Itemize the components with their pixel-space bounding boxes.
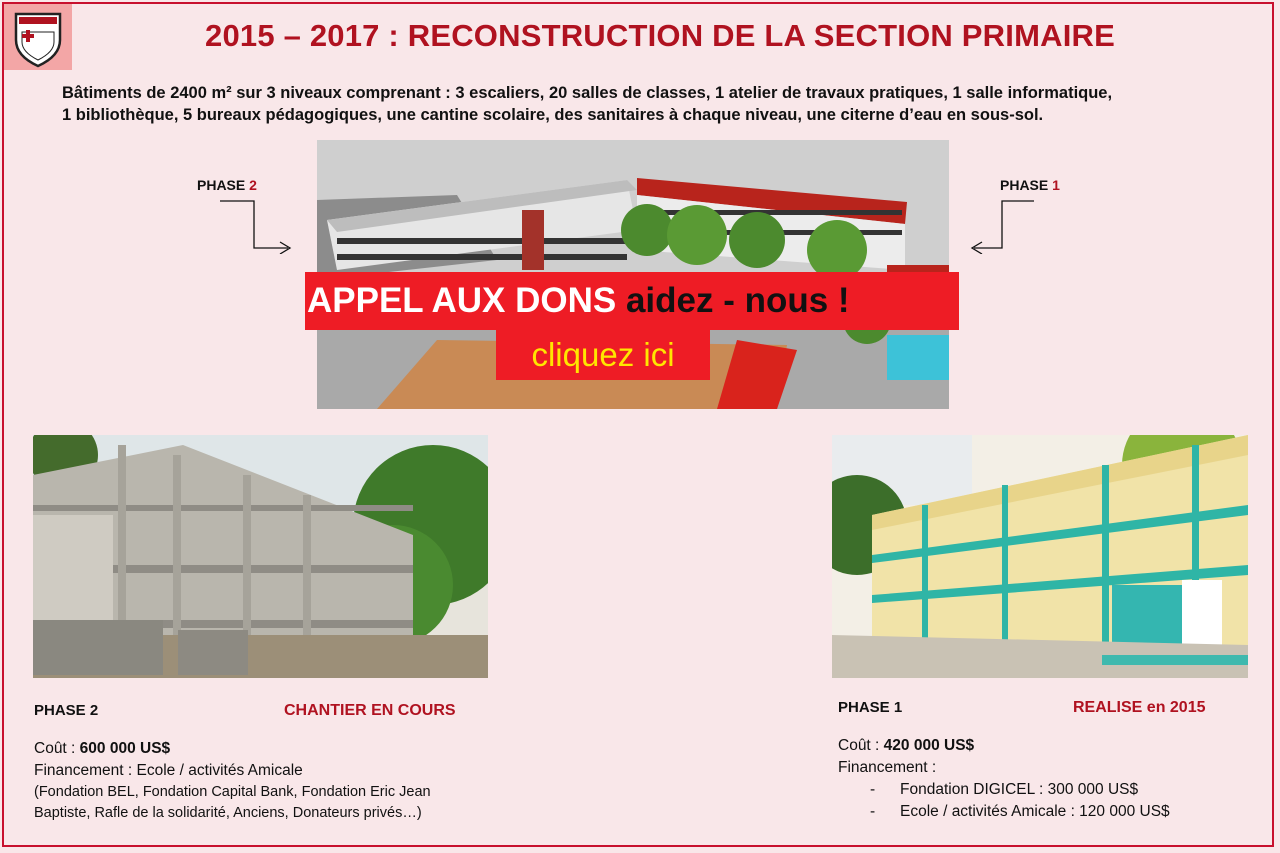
phase-1-status: REALISE en 2015: [1073, 699, 1206, 716]
phase-1-funding-item: - Fondation DIGICEL : 300 000 US$: [870, 779, 1258, 801]
phase-2-funding: Financement : Ecole / activités Amicale: [34, 762, 303, 779]
description: [62, 82, 1252, 126]
phase-2-cost: [34, 738, 504, 760]
phase-1-label: [1000, 177, 1060, 193]
page-title: 2015 – 2017 : RECONSTRUCTION DE LA SECTION PRIMAIRE: [205, 18, 1115, 53]
arrow-left-icon: [968, 198, 1048, 254]
donation-banner-subtitle: aidez - nous !: [625, 281, 850, 320]
phase-1-funding-item: - Ecole / activités Amicale : 120 000 US$: [870, 801, 1258, 823]
phase-2-label-number: 2: [249, 177, 257, 193]
phase-2-label: [197, 177, 257, 193]
phase-2-cost-label: Coût :: [34, 740, 80, 757]
donation-banner[interactable]: [305, 272, 959, 330]
phase-1-cost-value: 420 000 US$: [883, 737, 975, 754]
phase-2-funding-detail-1: (Fondation BEL, Fondation Capital Bank, Fondation Eric Jean: [34, 784, 431, 800]
phase-1-funding: Financement :: [838, 759, 937, 776]
phase-2-info: [34, 700, 504, 824]
phase-2-status: CHANTIER EN COURS: [284, 702, 456, 719]
donation-banner-title: APPEL AUX DONS: [307, 281, 617, 320]
phase-1-cost: [838, 735, 1258, 757]
arrow-right-icon: [218, 198, 298, 254]
phase-1-label-text: PHASE: [1000, 177, 1053, 193]
phase-2-cost-value: 600 000 US$: [79, 740, 171, 757]
click-here-link[interactable]: cliquez ici: [496, 330, 710, 380]
phase-2-heading: PHASE 2: [34, 702, 99, 719]
phase-1-cost-label: Coût :: [838, 737, 884, 754]
phase-2-construction-photo: [33, 435, 488, 678]
phase-1-label-number: 1: [1052, 177, 1060, 193]
phase-1-completed-photo: [832, 435, 1248, 678]
description-line-2: 1 bibliothèque, 5 bureaux pédagogiques, une cantine scolaire, des sanitaires à chaque niveau, une citerne d’eau en sous-sol.: [62, 106, 1044, 124]
description-line-1: Bâtiments de 2400 m² sur 3 niveaux comprenant : 3 escaliers, 20 salles de classes, 1 atelier de travaux pratiques, 1 salle informatique,: [62, 84, 1113, 102]
phase-1-heading: PHASE 1: [838, 699, 903, 716]
phase-2-label-text: PHASE: [197, 177, 250, 193]
phase-1-info: [838, 697, 1258, 823]
phase-2-funding-detail-2: Baptiste, Rafle de la solidarité, Anciens, Donateurs privés…): [34, 805, 422, 821]
